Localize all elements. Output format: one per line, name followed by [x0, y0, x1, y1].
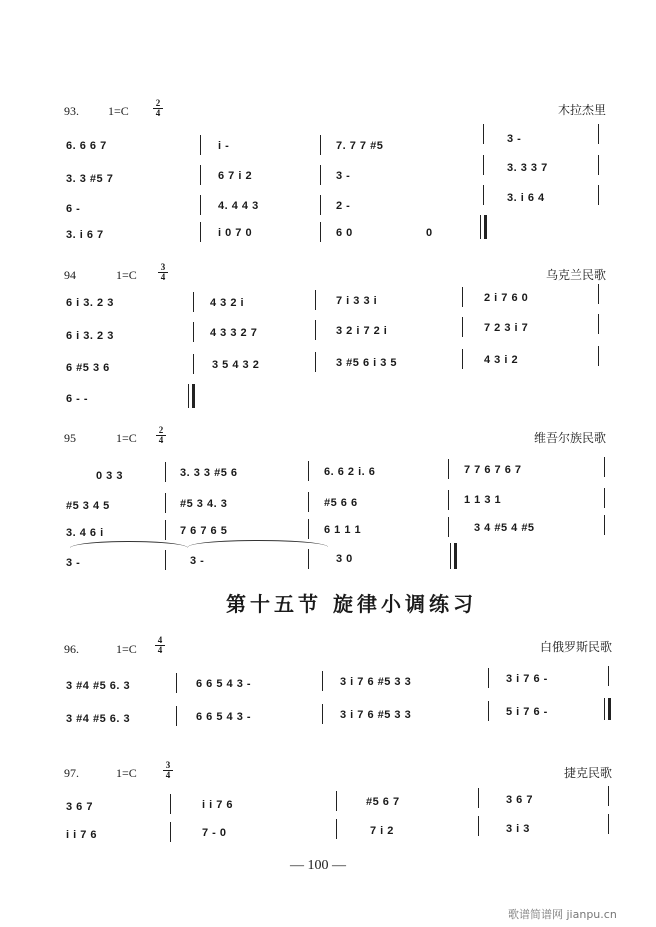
measure: 1 1 3 1: [464, 494, 502, 506]
tie-arc: [70, 541, 188, 548]
barline: [462, 349, 463, 369]
barline: [483, 155, 484, 175]
measure: 6. 6 6 7: [66, 140, 107, 152]
measure: 4. 4 4 3: [218, 200, 259, 212]
measure: i i 7 6: [202, 799, 234, 811]
measure: 3 6 7: [506, 794, 533, 806]
measure: 7 - 0: [202, 827, 227, 839]
measure: 2 i 7 6 0: [484, 292, 529, 304]
measure: 3 -: [507, 133, 522, 145]
measure: 4 3 i 2: [484, 354, 519, 366]
barline: [598, 284, 599, 304]
measure: 6. 6 2 i. 6: [324, 466, 376, 478]
barline: [598, 346, 599, 366]
measure: 3. i 6 4: [507, 192, 545, 204]
key-signature: 1=C: [116, 268, 137, 282]
measure: 0: [426, 227, 433, 239]
barline: [165, 493, 166, 513]
measure: 2 -: [336, 200, 351, 212]
barline: [604, 457, 605, 477]
barline: [604, 698, 605, 720]
barline: [448, 459, 449, 479]
barline: [188, 384, 189, 408]
measure: 3. 4 6 i: [66, 527, 104, 539]
measure: 7 i 2: [370, 825, 394, 837]
barline: [308, 461, 309, 481]
end-barline: [192, 384, 195, 408]
barline: [448, 490, 449, 510]
measure: 7. 7 7 #5: [336, 140, 384, 152]
barline: [315, 320, 316, 340]
barline: [322, 704, 323, 724]
barline: [193, 322, 194, 342]
barline: [448, 517, 449, 537]
key-signature: 1=C: [108, 104, 129, 118]
measure: 5 i 7 6 -: [506, 706, 548, 718]
exercise-number: 96.: [64, 642, 79, 656]
barline: [308, 492, 309, 512]
measure: 7 2 3 i 7: [484, 322, 529, 334]
end-barline: [454, 543, 457, 569]
song-origin: 捷克民歌: [563, 766, 612, 780]
barline: [450, 543, 451, 569]
barline: [193, 292, 194, 312]
barline: [200, 222, 201, 242]
measure: 7 i 3 3 i: [336, 295, 378, 307]
exercise-number: 94: [64, 268, 76, 282]
barline: [308, 519, 309, 539]
measure: 6 i 3. 2 3: [66, 297, 114, 309]
measure: 7 6 7 6 5: [180, 525, 228, 537]
barline: [598, 314, 599, 334]
measure: 3 i 7 6 #5 3 3: [340, 676, 412, 688]
measure: 3 i 3: [506, 823, 530, 835]
measure: #5 6 7: [366, 796, 400, 808]
measure: 3 -: [66, 557, 81, 569]
barline: [480, 215, 481, 239]
measure: 3 i 7 6 -: [506, 673, 548, 685]
song-origin: 木拉杰里: [557, 103, 606, 117]
barline: [320, 222, 321, 242]
end-barline: [608, 698, 611, 720]
song-origin: 维吾尔族民歌: [533, 431, 606, 445]
measure: i i 7 6: [66, 829, 98, 841]
barline: [478, 788, 479, 808]
barline: [320, 135, 321, 155]
barline: [193, 354, 194, 374]
barline: [336, 819, 337, 839]
measure: 3. i 6 7: [66, 229, 104, 241]
measure: 4 3 3 2 7: [210, 327, 258, 339]
barline: [336, 791, 337, 811]
measure: 6 - -: [66, 393, 89, 405]
time-signature: $\frac{2}{4}$: [153, 99, 163, 118]
measure: 6 0: [336, 227, 353, 239]
end-barline: [484, 215, 487, 239]
measure: 3 6 7: [66, 801, 93, 813]
measure: 3 #4 #5 6. 3: [66, 713, 131, 725]
barline: [165, 520, 166, 540]
barline: [604, 488, 605, 508]
measure: 3. 3 3 7: [507, 162, 548, 174]
barline: [200, 195, 201, 215]
measure: 6 -: [66, 203, 81, 215]
measure: 3 #4 #5 6. 3: [66, 680, 131, 692]
measure: 6 7 i 2: [218, 170, 253, 182]
time-signature: $\frac{3}{4}$: [158, 263, 168, 282]
measure: #5 6 6: [324, 497, 358, 509]
measure: 6 #5 3 6: [66, 362, 110, 374]
barline: [200, 135, 201, 155]
barline: [170, 794, 171, 814]
exercise-number: 97.: [64, 766, 79, 780]
barline: [176, 673, 177, 693]
barline: [176, 706, 177, 726]
barline: [322, 671, 323, 691]
barline: [320, 165, 321, 185]
song-origin: 白俄罗斯民歌: [539, 640, 612, 654]
key-signature: 1=C: [116, 431, 137, 445]
measure: 3 #5 6 i 3 5: [336, 357, 398, 369]
measure: 3 i 7 6 #5 3 3: [340, 709, 412, 721]
measure: 4 3 2 i: [210, 297, 245, 309]
time-signature: $\frac{3}{4}$: [163, 761, 173, 780]
measure: #5 3 4 5: [66, 500, 110, 512]
barline: [598, 155, 599, 175]
barline: [170, 822, 171, 842]
barline: [200, 165, 201, 185]
measure: 7 7 6 7 6 7: [464, 464, 522, 476]
barline: [598, 185, 599, 205]
measure: 3. 3 #5 7: [66, 173, 114, 185]
tie-arc: [188, 540, 328, 547]
barline: [483, 185, 484, 205]
barline: [308, 549, 309, 569]
barline: [608, 814, 609, 834]
measure: #5 3 4. 3: [180, 498, 228, 510]
key-signature: 1=C: [116, 642, 137, 656]
barline: [488, 668, 489, 688]
measure: 0 3 3: [96, 470, 123, 482]
barline: [604, 515, 605, 535]
measure: 3 -: [336, 170, 351, 182]
barline: [598, 124, 599, 144]
barline: [165, 550, 166, 570]
measure: 3 2 i 7 2 i: [336, 325, 388, 337]
key-signature: 1=C: [116, 766, 137, 780]
barline: [488, 701, 489, 721]
measure: 6 6 5 4 3 -: [196, 678, 252, 690]
measure: 6 6 5 4 3 -: [196, 711, 252, 723]
barline: [315, 352, 316, 372]
barline: [165, 462, 166, 482]
barline: [483, 124, 484, 144]
measure: 3 4 #5 4 #5: [474, 522, 535, 534]
exercise-number: 95: [64, 431, 76, 445]
measure: 3 -: [190, 555, 205, 567]
measure: 3. 3 3 #5 6: [180, 467, 238, 479]
measure: 3 0: [336, 553, 353, 565]
time-signature: $\frac{2}{4}$: [156, 426, 166, 445]
barline: [462, 287, 463, 307]
exercise-number: 93.: [64, 104, 79, 118]
barline: [320, 195, 321, 215]
song-origin: 乌克兰民歌: [545, 268, 606, 282]
page-number: — 100 —: [290, 858, 346, 873]
barline: [608, 666, 609, 686]
measure: 6 1 1 1: [324, 524, 362, 536]
barline: [478, 816, 479, 836]
measure: i 0 7 0: [218, 227, 253, 239]
section-heading: 第十五节 旋律小调练习: [226, 592, 477, 616]
barline: [462, 317, 463, 337]
measure: 3 5 4 3 2: [212, 359, 260, 371]
measure: 6 i 3. 2 3: [66, 330, 114, 342]
measure: i -: [218, 140, 230, 152]
watermark: 歌谱简谱网 jianpu.cn: [508, 908, 617, 921]
time-signature: $\frac{4}{4}$: [155, 636, 165, 655]
barline: [608, 786, 609, 806]
barline: [315, 290, 316, 310]
